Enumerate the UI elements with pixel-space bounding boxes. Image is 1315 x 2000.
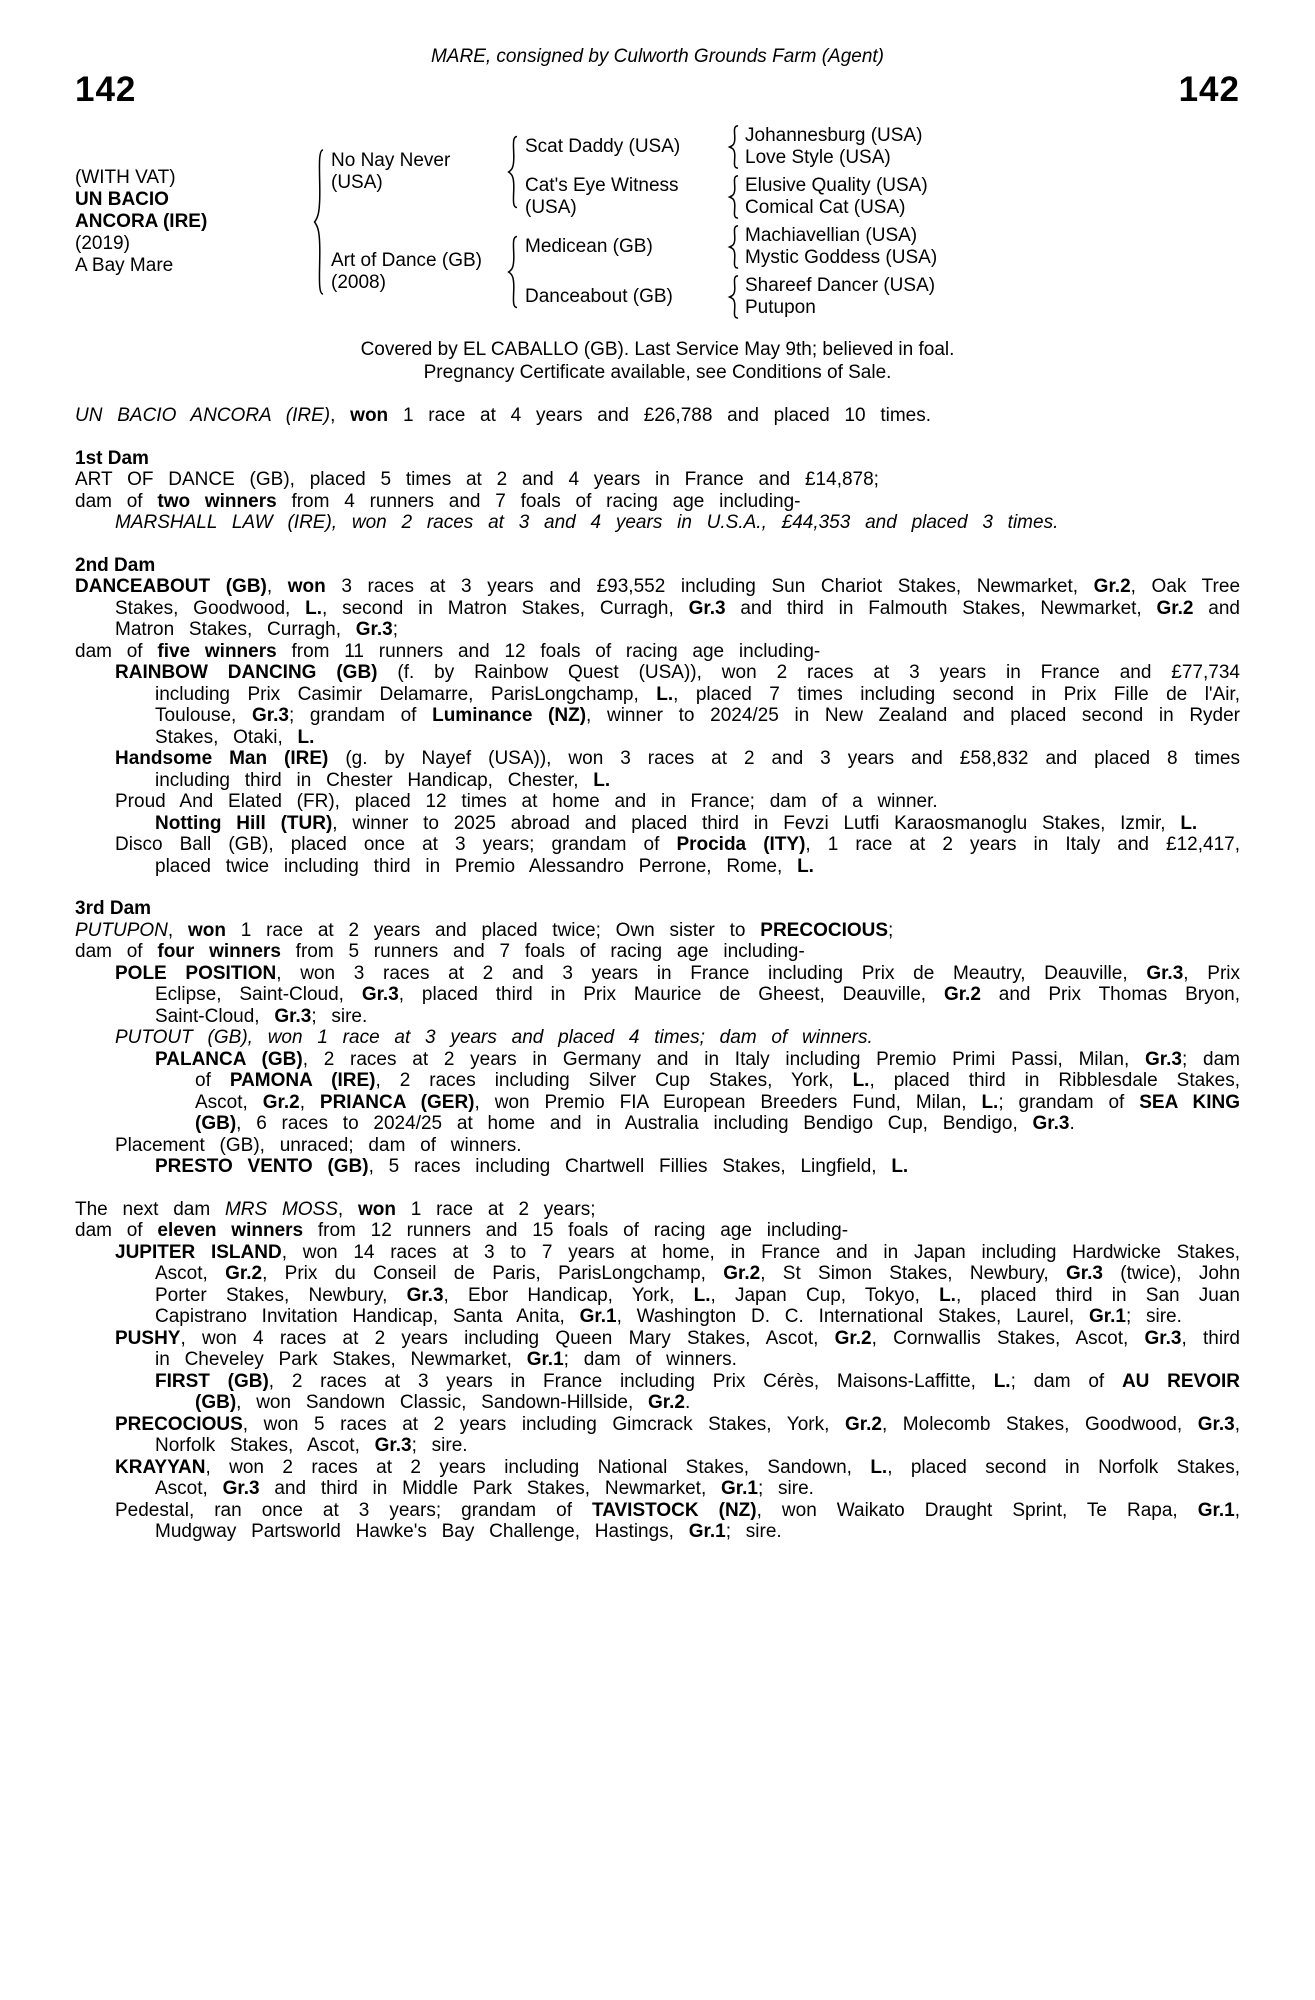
- ancestor-name: Love Style (USA): [745, 147, 891, 168]
- text-run: The next dam: [75, 1198, 225, 1220]
- text-run: L.: [656, 683, 674, 705]
- pedigree-brace-icon: [721, 172, 745, 222]
- dam-dam-branch: [525, 272, 1240, 322]
- text-run: , Prix du Conseil de Paris, ParisLongchamp,: [262, 1263, 724, 1284]
- text-run: Gr.2: [723, 1263, 761, 1284]
- text-run: won: [357, 1198, 396, 1220]
- text-run: from 11 runners and 12 foals of racing age including-: [276, 640, 821, 662]
- text-run: PUTOUT (GB), won 1 race at 3 years and placed 4 times; dam of winners.: [115, 1027, 873, 1048]
- text-run: ; dam of: [1010, 1370, 1122, 1392]
- text-run: (f. by Rainbow Quest (USA)), won 2 races at 3 years in France and £77,734 including Prix Casimir Delamarre, ParisLongchamp,: [155, 662, 1240, 705]
- catalogue-paragraph: [75, 1049, 1240, 1135]
- text-run: .: [684, 1392, 691, 1413]
- text-run: and Matron Stakes, Curragh,: [115, 597, 1240, 640]
- text-run: ; dam of winners.: [563, 1349, 737, 1370]
- text-run: , St Simon Stakes, Newbury,: [760, 1263, 1067, 1284]
- text-run: PALANCA (GB): [155, 1048, 303, 1070]
- text-run: Gr.3: [274, 1005, 312, 1027]
- text-run: won: [287, 576, 326, 597]
- consignment-title: MARE, consigned by Culworth Grounds Farm (Agent): [430, 46, 884, 67]
- text-run: Gr.3: [252, 705, 289, 726]
- text-run: (g. by Nayef (USA)), won 3 races at 2 and 3 years and £58,832 and placed 8 times including third in Chester Handicap, Chester,: [155, 748, 1240, 791]
- catalogue-paragraph: [75, 1220, 1240, 1242]
- text-run: PRECOCIOUS: [760, 919, 889, 941]
- text-run: ,: [266, 576, 288, 597]
- text-run: PRIANCA (GER): [319, 1091, 475, 1113]
- text-run: Gr.3: [1197, 1413, 1235, 1435]
- ancestor-name: Johannesburg (USA): [745, 125, 923, 146]
- text-run: Gr.3: [361, 984, 399, 1005]
- text-run: Gr.3: [1032, 1113, 1070, 1134]
- text-run: .: [1069, 1113, 1075, 1134]
- dam-sire-branch: [525, 222, 1240, 272]
- text-run: , 6 races to 2024/25 at home and in Australia including Bendigo Cup, Bendigo,: [236, 1113, 1033, 1134]
- text-run: , 5 races including Chartwell Fillies Stakes, Lingfield,: [368, 1156, 892, 1177]
- text-run: won: [350, 405, 389, 426]
- sire-name-line-1: No Nay Never: [331, 150, 451, 171]
- text-run: and Prix Thomas Bryon, Saint-Cloud,: [155, 984, 1240, 1027]
- text-run: L.: [939, 1284, 956, 1306]
- text-run: Gr.1: [526, 1349, 564, 1370]
- ancestor-name: Putupon: [745, 297, 816, 318]
- text-run: TAVISTOCK (NZ): [592, 1499, 757, 1521]
- catalogue-paragraph: [75, 512, 1240, 534]
- text-run: , won 4 races at 2 years including Queen Mary Stakes, Ascot,: [180, 1327, 835, 1349]
- dam-branch: [331, 222, 1240, 322]
- catalogue-paragraph: [75, 813, 1240, 835]
- pedigree-table: [75, 122, 1240, 322]
- text-run: ; sire.: [311, 1005, 368, 1027]
- text-run: Gr.3: [688, 597, 726, 619]
- dam-generation-3: [525, 222, 1240, 322]
- text-run: POLE POSITION: [115, 962, 277, 984]
- text-run: ; sire.: [411, 1435, 468, 1456]
- text-run: 1 race at 2 years;: [395, 1198, 596, 1220]
- text-run: Gr.2: [943, 984, 981, 1005]
- text-run: , Japan Cup, Tokyo,: [710, 1284, 940, 1306]
- text-run: (twice), John Porter Stakes, Newbury,: [155, 1263, 1241, 1306]
- text-run: MARSHALL LAW (IRE), won 2 races at 3 and 4 years in U.S.A., £44,353 and placed 3 times.: [115, 512, 1059, 533]
- dam-dam-name-line-1: Danceabout (GB): [525, 286, 673, 307]
- text-run: UN BACIO ANCORA (IRE): [75, 405, 331, 426]
- pedigree-brace-icon: [499, 222, 525, 322]
- dam-name-line-2: (2008): [331, 272, 386, 293]
- text-run: from 5 runners and 7 foals of racing age including-: [280, 941, 805, 962]
- ancestor-name: Shareef Dancer (USA): [745, 275, 936, 296]
- sire-branch: [331, 122, 1240, 222]
- text-run: , winner to 2025 abroad and placed third in Fevzi Lutfi Karaosmanoglu Stakes, Izmir,: [332, 812, 1181, 834]
- text-run: , Prix Eclipse, Saint-Cloud,: [155, 962, 1240, 1005]
- text-run: PUTUPON: [75, 919, 168, 941]
- text-run: ,: [299, 1091, 320, 1113]
- text-run: Gr.3: [1145, 1048, 1182, 1070]
- catalogue-paragraph: [75, 1457, 1240, 1500]
- text-run: dam of: [75, 941, 158, 962]
- text-run: Gr.3: [355, 619, 393, 640]
- dam-name-line-1: Art of Dance (GB): [331, 250, 482, 271]
- mare-colour-sex: A Bay Mare: [75, 255, 174, 276]
- text-run: four winners: [157, 941, 281, 962]
- text-run: Disco Ball (GB), placed once at 3 years; grandam of: [115, 834, 677, 855]
- text-run: ; grandam of: [288, 705, 433, 726]
- text-run: , placed third in Prix Maurice de Gheest, Deauville,: [398, 984, 944, 1005]
- text-run: Gr.2: [262, 1091, 300, 1113]
- text-run: L.: [891, 1156, 909, 1177]
- text-run: , winner to 2024/25 in New Zealand and placed second in Ryder Stakes, Otaki,: [155, 705, 1240, 748]
- text-run: , won 2 races at 2 years including National Stakes, Sandown,: [205, 1456, 871, 1478]
- text-run: RAINBOW DANCING (GB): [115, 662, 378, 683]
- sire-sire-branch: [525, 122, 1240, 172]
- dam-sire-name-line-1: Medicean (GB): [525, 236, 653, 257]
- generation-4-pair: [745, 272, 1240, 322]
- text-run: , won 5 races at 2 years including Gimcrack Stakes, York,: [242, 1413, 845, 1435]
- vat-status: (WITH VAT): [75, 167, 176, 188]
- text-run: JUPITER ISLAND: [115, 1241, 282, 1263]
- text-run: , won Sandown Classic, Sandown-Hillside,: [236, 1392, 648, 1413]
- text-run: 1 race at 2 years and placed twice; Own sister to: [225, 919, 761, 941]
- catalogue-paragraph: [75, 834, 1240, 877]
- catalogue-paragraph: [75, 1414, 1240, 1457]
- sire-sire-name: [525, 122, 721, 172]
- text-run: Gr.3: [1146, 962, 1184, 984]
- text-run: Gr.2: [225, 1263, 263, 1284]
- dam-heading: 3rd Dam: [75, 898, 152, 919]
- covering-line-2: Pregnancy Certificate available, see Conditions of Sale.: [423, 362, 892, 383]
- text-run: , won Waikato Draught Sprint, Te Rapa,: [756, 1499, 1198, 1521]
- text-run: ; sire.: [725, 1521, 782, 1542]
- text-run: 1 race at 4 years and £26,788 and placed 10 times.: [388, 405, 932, 426]
- text-run: Gr.3: [222, 1478, 260, 1499]
- text-run: Gr.2: [1156, 597, 1194, 619]
- text-run: ,: [330, 405, 351, 426]
- text-run: , won 14 races at 3 to 7 years at home, in France and in Japan including Hardwicke Stakes, Ascot,: [155, 1241, 1240, 1284]
- text-run: two winners: [157, 490, 277, 512]
- sire-dam-branch: [525, 172, 1240, 222]
- text-run: L.: [693, 1284, 711, 1306]
- text-run: won: [187, 919, 226, 941]
- text-run: KRAYYAN: [115, 1456, 206, 1478]
- text-run: , placed third in San Juan Capistrano Invitation Handicap, Santa Anita,: [155, 1284, 1240, 1327]
- text-run: and third in Middle Park Stakes, Newmarket,: [259, 1478, 721, 1499]
- pedigree-brace-icon: [721, 222, 745, 272]
- text-run: Notting Hill (TUR): [155, 812, 333, 834]
- catalogue-paragraph: [75, 1371, 1240, 1414]
- text-run: Placement (GB), unraced; dam of winners.: [115, 1134, 522, 1156]
- catalogue-paragraph: [75, 576, 1240, 641]
- text-run: L.: [797, 855, 814, 877]
- lot-number-left: 142: [75, 70, 137, 109]
- text-run: AU REVOIR (GB): [195, 1370, 1240, 1413]
- text-run: dam of: [75, 640, 158, 662]
- catalogue-paragraph: [75, 1199, 1240, 1221]
- pedigree-generation-2: [331, 122, 1240, 322]
- catalogue-paragraph: [75, 405, 1240, 427]
- lot-number-row: [75, 70, 1240, 114]
- text-run: from 4 runners and 7 foals of racing age including-: [276, 490, 801, 512]
- ancestor-name: Mystic Goddess (USA): [745, 247, 938, 268]
- text-run: Handsome Man (IRE): [115, 748, 329, 769]
- text-run: DANCEABOUT (GB): [75, 576, 267, 597]
- text-run: , second in Matron Stakes, Curragh,: [322, 597, 689, 619]
- text-run: Pedestal, ran once at 3 years; grandam of: [115, 1499, 592, 1521]
- catalogue-paragraph: [75, 1135, 1240, 1157]
- text-run: L.: [981, 1091, 999, 1113]
- text-run: MRS MOSS: [224, 1198, 338, 1220]
- text-run: ; sire.: [1125, 1306, 1182, 1327]
- text-run: Gr.2: [1093, 576, 1131, 597]
- text-run: dam of: [75, 1220, 158, 1241]
- text-run: PRECOCIOUS: [115, 1413, 243, 1435]
- text-run: Gr.3: [406, 1284, 444, 1306]
- dam-heading: 1st Dam: [75, 447, 149, 469]
- mare-name-line-2: ANCORA (IRE): [75, 211, 208, 232]
- text-run: , 2 races at 3 years in France including Prix Cérès, Maisons-Laffitte,: [268, 1370, 994, 1392]
- text-run: SEA KING (GB): [195, 1091, 1240, 1134]
- text-run: from 12 runners and 15 foals of racing age including-: [303, 1220, 849, 1241]
- catalogue-paragraph: [75, 641, 1240, 663]
- covering-line-1: Covered by EL CABALLO (GB). Last Service May 9th; believed in foal.: [360, 339, 955, 360]
- text-run: ,: [167, 919, 188, 941]
- text-run: dam of: [75, 490, 158, 512]
- text-run: Gr.3: [1066, 1263, 1103, 1284]
- text-run: , won 3 races at 2 and 3 years in France including Prix de Meautry, Deauville,: [276, 962, 1147, 984]
- text-run: , placed third in Ribblesdale Stakes, Ascot,: [195, 1070, 1241, 1113]
- text-run: Proud And Elated (FR), placed 12 times at home and in France; dam of a winner.: [115, 791, 938, 812]
- text-run: , 2 races including Silver Cup Stakes, York,: [375, 1070, 853, 1091]
- pedigree-brace-icon: [305, 122, 331, 322]
- text-run: ART OF DANCE (GB), placed 5 times at 2 and 4 years in France and £14,878;: [75, 469, 879, 490]
- text-run: , Ebor Handicap, York,: [443, 1284, 694, 1306]
- text-run: , 2 races at 2 years in Germany and in Italy including Premio Primi Passi, Milan,: [302, 1048, 1146, 1070]
- text-run: ; dam of: [195, 1048, 1240, 1091]
- text-run: FIRST (GB): [155, 1370, 269, 1392]
- text-run: , Oak Tree Stakes, Goodwood,: [115, 576, 1241, 619]
- text-run: Gr.2: [844, 1413, 882, 1435]
- text-run: Gr.1: [579, 1306, 617, 1327]
- dam-name: [331, 222, 499, 322]
- generation-4-pair: [745, 222, 1240, 272]
- sire-name-line-2: (USA): [331, 172, 383, 193]
- covering-statement: [75, 338, 1240, 384]
- lot-number-right: 142: [1178, 70, 1240, 109]
- sire-name: [331, 122, 499, 222]
- catalogue-paragraph: [75, 920, 1240, 942]
- text-run: , won Premio FIA European Breeders Fund, Milan,: [474, 1091, 982, 1113]
- catalogue-paragraph: [75, 1242, 1240, 1328]
- text-run: L.: [297, 726, 315, 748]
- generation-4-pair: [745, 122, 1240, 172]
- text-run: PAMONA (IRE): [229, 1070, 376, 1091]
- catalogue-body: [75, 405, 1240, 1543]
- catalogue-paragraph: [75, 1328, 1240, 1371]
- text-run: ;: [392, 619, 399, 640]
- catalogue-paragraph: [75, 662, 1240, 748]
- text-run: Gr.3: [374, 1435, 412, 1456]
- text-run: L.: [1180, 812, 1198, 834]
- dam-heading: 2nd Dam: [75, 554, 156, 576]
- text-run: , Washington D. C. International Stakes, Laurel,: [616, 1306, 1089, 1327]
- sire-generation-3: [525, 122, 1240, 222]
- text-run: ; sire.: [757, 1478, 814, 1499]
- text-run: eleven winners: [157, 1220, 304, 1241]
- text-run: L.: [870, 1456, 888, 1478]
- text-run: , Mudgway Partsworld Hawke's Bay Challenge, Hastings,: [155, 1499, 1240, 1542]
- mare-details: [75, 122, 305, 322]
- catalogue-paragraph: [75, 491, 1240, 513]
- dam-dam-name: [525, 272, 721, 322]
- text-run: , placed second in Norfolk Stakes, Ascot,: [155, 1456, 1240, 1499]
- text-run: , Cornwallis Stakes, Ascot,: [871, 1327, 1145, 1349]
- text-run: Gr.2: [834, 1327, 872, 1349]
- catalogue-paragraph: [75, 1156, 1240, 1178]
- generation-4-pair: [745, 172, 1240, 222]
- text-run: PUSHY: [115, 1327, 181, 1349]
- text-run: L.: [852, 1070, 870, 1091]
- dam-sire-name: [525, 222, 721, 272]
- text-run: L.: [993, 1370, 1011, 1392]
- pedigree-brace-icon: [721, 122, 745, 172]
- text-run: ;: [888, 919, 894, 941]
- catalogue-paragraph: [75, 941, 1240, 963]
- ancestor-name: Machiavellian (USA): [745, 225, 918, 246]
- sire-sire-name-line-1: Scat Daddy (USA): [525, 136, 681, 157]
- catalogue-paragraph: [75, 963, 1240, 1028]
- text-run: , third in Cheveley Park Stakes, Newmarket,: [155, 1327, 1240, 1370]
- text-run: PRESTO VENTO (GB): [155, 1156, 369, 1177]
- text-run: , Molecomb Stakes, Goodwood,: [881, 1413, 1198, 1435]
- text-run: , placed 7 times including second in Prix Fille de l'Air, Toulouse,: [155, 683, 1240, 726]
- text-run: , Norfolk Stakes, Ascot,: [155, 1413, 1240, 1456]
- text-run: Procida (ITY): [676, 834, 806, 855]
- pedigree-brace-icon: [721, 272, 745, 322]
- text-run: L.: [593, 769, 611, 791]
- text-run: and third in Falmouth Stakes, Newmarket,: [725, 597, 1157, 619]
- text-run: , 1 race at 2 years in Italy and £12,417, placed twice including third in Premio Alessandro Perrone, Rome,: [155, 834, 1241, 877]
- text-run: five winners: [157, 640, 277, 662]
- ancestor-name: Comical Cat (USA): [745, 197, 906, 218]
- ancestor-name: Elusive Quality (USA): [745, 175, 928, 196]
- text-run: 3 races at 3 years and £93,552 including Sun Chariot Stakes, Newmarket,: [325, 576, 1094, 597]
- pedigree-brace-icon: [499, 122, 525, 222]
- text-run: Gr.3: [1144, 1327, 1182, 1349]
- catalogue-paragraph: [75, 1027, 1240, 1049]
- text-run: Gr.1: [688, 1521, 726, 1542]
- text-run: ,: [337, 1198, 358, 1220]
- sire-dam-name: [525, 172, 721, 222]
- text-run: L.: [305, 597, 323, 619]
- mare-foaling-year: (2019): [75, 233, 130, 254]
- mare-name-line-1: UN BACIO: [75, 189, 169, 210]
- text-run: ; grandam of: [998, 1091, 1140, 1113]
- sire-dam-name-line-2: (USA): [525, 197, 577, 218]
- sire-dam-name-line-1: Cat's Eye Witness: [525, 175, 679, 196]
- catalogue-paragraph: [75, 791, 1240, 813]
- text-run: Luminance (NZ): [432, 705, 587, 726]
- catalogue-paragraph: [75, 1500, 1240, 1543]
- catalogue-paragraph: [75, 469, 1240, 491]
- text-run: Gr.1: [1197, 1499, 1235, 1521]
- text-run: Gr.1: [721, 1478, 758, 1499]
- text-run: Gr.1: [1088, 1306, 1126, 1327]
- catalogue-paragraph: [75, 748, 1240, 791]
- text-run: Gr.2: [648, 1392, 685, 1413]
